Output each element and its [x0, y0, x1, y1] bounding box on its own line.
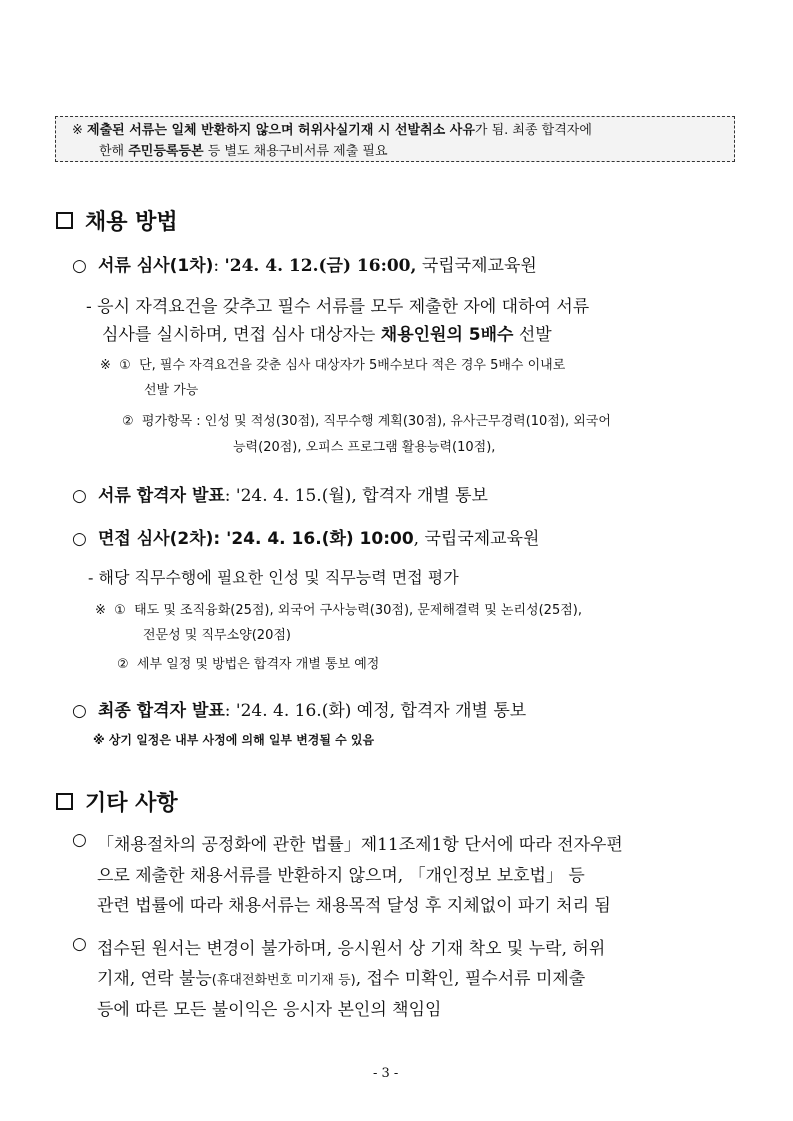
- bullet-circle-icon: ○: [72, 529, 87, 549]
- final-result-text: : '24. 4. 16.(화) 예정, 합격자 개별 통보: [224, 701, 527, 721]
- doc-result-heading: [72, 481, 488, 506]
- doc-review-place: 국립국제교육원: [416, 256, 537, 276]
- doc-review-note-2-cont: 능력(20점), 오피스 프로그램 활용능력(10점),: [233, 440, 496, 455]
- notice-text: 가 됨. 최종 합격자에: [474, 123, 592, 138]
- other-item-1-line-2: 으로 제출한 채용서류를 반환하지 않으며, 「개인정보 보호법」 등: [97, 866, 585, 886]
- desc-text: 선발: [513, 325, 552, 345]
- doc-result-label: 서류 합격자 발표: [98, 486, 225, 506]
- note-text: 태도 및 조직융화(25점), 외국어 구사능력(30점), 문제해결력 및 논리성(25점),: [134, 603, 582, 618]
- section-title-text: 기타 사항: [85, 791, 178, 816]
- interview-place: , 국립국제교육원: [413, 529, 540, 549]
- other-item-1-bullet: ○: [72, 830, 87, 850]
- checkbox-square-icon: [56, 793, 73, 810]
- page-number: - 3 -: [373, 1066, 399, 1081]
- note-number: ①: [114, 603, 126, 618]
- note-number: ②: [117, 657, 129, 672]
- other-item-2-line-2: [97, 964, 585, 989]
- final-result-heading: [72, 696, 526, 721]
- section-title-text: 채용 방법: [85, 210, 178, 235]
- bullet-circle-icon: ○: [72, 256, 87, 276]
- note-text: 단, 필수 자격요건을 갖춘 심사 대상자가 5배수보다 적은 경우 5배수 이내로: [139, 358, 566, 373]
- note-text: 평가항목 : 인성 및 적성(30점), 직무수행 계획(30점), 유사근무경력(10점), 외국어: [141, 414, 611, 429]
- section-title-other-matters: [56, 786, 178, 817]
- interview-desc: - 해당 직무수행에 필요한 인성 및 직무능력 면접 평가: [88, 568, 459, 587]
- note-number: ①: [119, 358, 131, 373]
- separator: :: [213, 256, 225, 276]
- notice-bold-text: 주민등록등본: [128, 144, 204, 159]
- schedule-change-note: ※ 상기 일정은 내부 사정에 의해 일부 변경될 수 있음: [93, 733, 375, 747]
- interview-heading: [72, 524, 539, 549]
- other-item-2-line-3: 등에 따른 모든 불이익은 응시자 본인의 책임임: [97, 1000, 442, 1020]
- note-text: 세부 일정 및 방법은 합격자 개별 통보 예정: [136, 657, 380, 672]
- desc-bold-text: 채용인원의 5배수: [380, 325, 514, 345]
- doc-review-note-1: [100, 354, 565, 373]
- notice-box: [55, 116, 735, 162]
- doc-review-desc-line-1: - 응시 자격요건을 갖추고 필수 서류를 모두 제출한 자에 대하여 서류: [86, 297, 590, 317]
- doc-review-label: 서류 심사(1차): [98, 256, 214, 276]
- other-item-2-line-1: 접수된 원서는 변경이 불가하며, 응시원서 상 기재 착오 및 누락, 허위: [97, 939, 606, 959]
- interview-note-2: [117, 653, 379, 672]
- notice-text: 등 별도 채용구비서류 제출 필요: [203, 144, 388, 159]
- doc-review-note-2: [122, 410, 611, 429]
- desc-text: 심사를 실시하며, 면접 심사 대상자는: [102, 325, 381, 345]
- notice-line-1: [72, 120, 724, 141]
- checkbox-square-icon: [56, 212, 73, 229]
- note-number: ②: [122, 414, 134, 429]
- doc-review-heading: [72, 251, 537, 276]
- item-text: , 접수 미확인, 필수서류 미제출: [355, 969, 586, 989]
- interview-note-1: [95, 599, 582, 618]
- doc-review-date: '24. 4. 12.(금) 16:00,: [224, 256, 417, 276]
- notice-line-2: [72, 141, 724, 162]
- notice-text: 한해: [99, 144, 129, 159]
- other-item-1-line-3: 관련 법률에 따라 채용서류는 채용목적 달성 후 지체없이 파기 처리 됨: [97, 896, 611, 916]
- interview-label: 면접 심사(2차): '24. 4. 16.(화) 10:00: [98, 529, 414, 549]
- interview-note-1-cont: 전문성 및 직무소양(20점): [143, 628, 291, 643]
- notice-bold-text: 제출된 서류는 일체 반환하지 않으며 허위사실기재 시 선발취소 사유: [87, 123, 475, 138]
- bullet-circle-icon: ○: [72, 701, 87, 721]
- item-small-text: (휴대전화번호 미기재 등): [211, 973, 356, 988]
- section-title-recruitment-method: [56, 205, 178, 236]
- other-item-2-bullet: ○: [72, 934, 87, 954]
- final-result-label: 최종 합격자 발표: [98, 701, 225, 721]
- note-mark: ※: [100, 358, 111, 373]
- doc-review-desc-line-2: [102, 320, 552, 345]
- other-item-1-line-1: 「채용절차의 공정화에 관한 법률」제11조제1항 단서에 따라 전자우편: [97, 835, 623, 855]
- doc-review-note-1-cont: 선발 가능: [144, 383, 199, 398]
- bullet-circle-icon: ○: [72, 486, 87, 506]
- note-mark: ※: [95, 603, 106, 618]
- item-text: 기재, 연락 불능: [97, 969, 212, 989]
- doc-result-text: : '24. 4. 15.(월), 합격자 개별 통보: [224, 486, 488, 506]
- notice-mark: ※: [72, 123, 83, 138]
